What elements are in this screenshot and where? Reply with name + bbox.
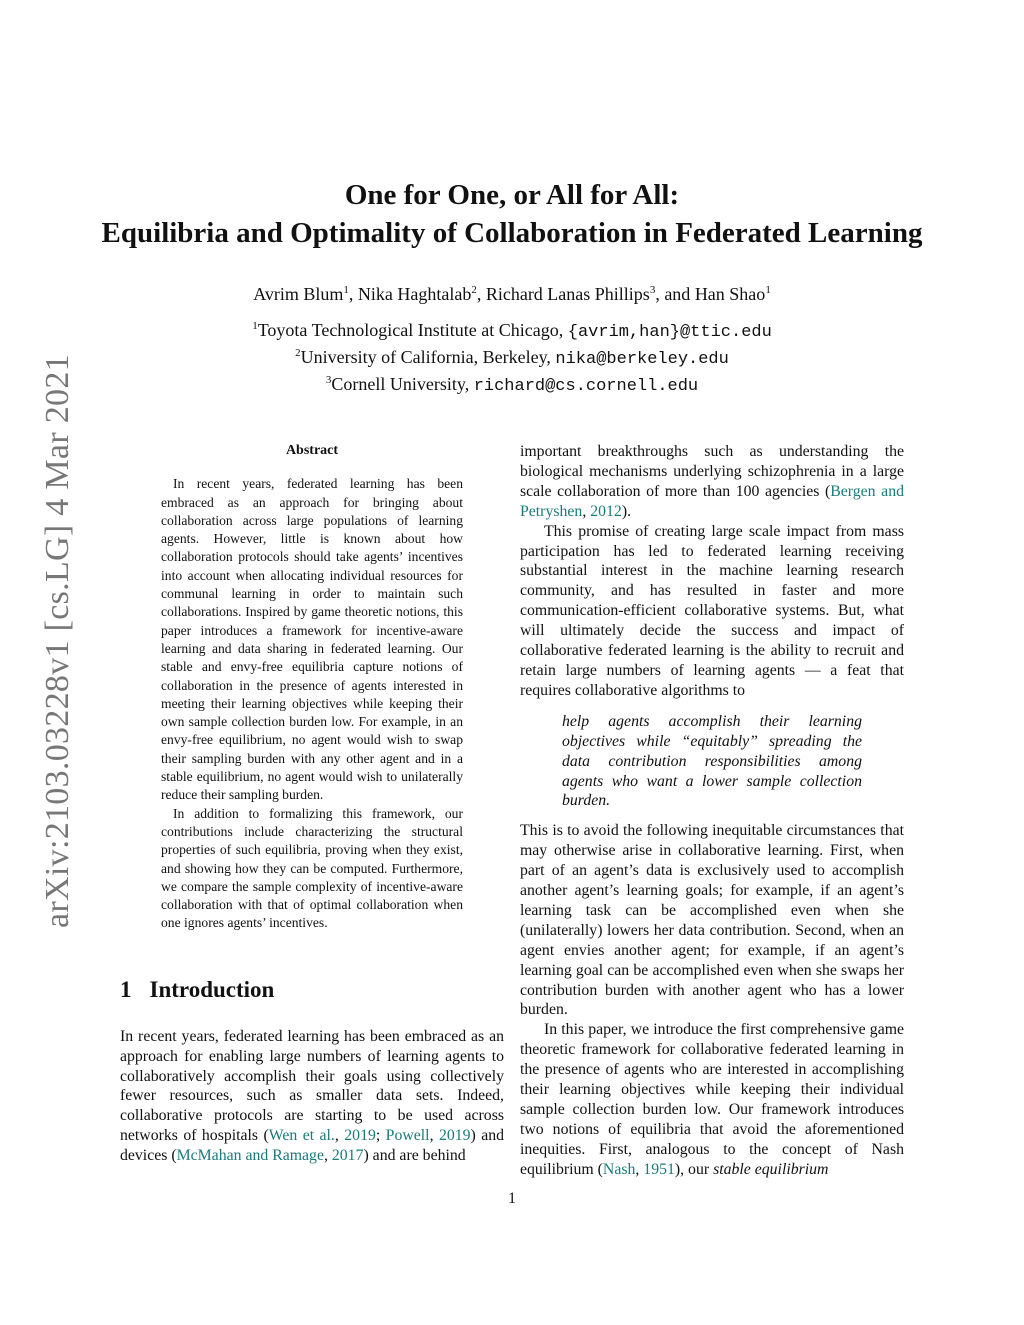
institution-name: Cornell University, bbox=[331, 374, 474, 394]
abstract-section bbox=[161, 442, 463, 933]
arxiv-identifier-stamp: arXiv:2103.03228v1 [cs.LG] 4 Mar 2021 bbox=[39, 354, 76, 928]
affiliation-line: $^2$University of California, Berkeley, nika@berkeley.edu bbox=[295, 347, 729, 369]
body-paragraph: important breakthroughs such as understanding the biological mechanisms underlying schizophrenia in a large scale collaboration of more than 100 agencies (Bergen and Petryshen, 2012). bbox=[520, 443, 904, 520]
page-number: 1 bbox=[508, 1190, 516, 1207]
affiliation-line: $^1$Toyota Technological Institute at Chicago, {avrim,han}@ttic.edu bbox=[252, 320, 772, 342]
email-address[interactable]: richard@cs.cornell.edu bbox=[473, 377, 699, 396]
affiliation-marker: 3 bbox=[649, 284, 656, 296]
affiliation-line: $^3$Cornell University, richard@cs.cornell.edu bbox=[325, 374, 699, 396]
emphasized-term: stable equilibrium bbox=[713, 1160, 829, 1178]
paper-title-line-1: One for One, or All for All: bbox=[344, 179, 680, 211]
author-name: Avrim Blum bbox=[253, 284, 344, 304]
body-paragraph: This promise of creating large scale impact from mass participation has led to federated learning receiving substantial interest in the machine learning research community, and has resulted in faster and more communication-efficient collaborative systems. But, what will ultimately decide the success and impact of collaborative federated learning is the ability to recruit and retain large numbers of learning agents — a feat that requires collaborative algorithms to bbox=[520, 522, 904, 699]
affiliation-marker: 1 bbox=[765, 284, 771, 296]
email-address[interactable]: nika@berkeley.edu bbox=[555, 350, 729, 369]
author-list: Avrim Blum$^1$, Nika Haghtalab$^2$, Richard Lanas Phillips$^3$, and Han Shao$^1$ bbox=[253, 284, 771, 304]
citation-year-link[interactable]: 1951 bbox=[643, 1160, 675, 1178]
citation-link[interactable]: Powell bbox=[385, 1127, 430, 1145]
body-paragraph: This is to avoid the following inequitable circumstances that may otherwise arise in collaborative learning. First, when part of an agent’s data is exclusively used to accomplish another agent’s learning goals; for example, if an agent’s learning task can be accomplished even when she (unilaterally) lowers her data contribution. Second, when an agent envies another agent; for example, if an agent’s learning goal can be accomplished even when she swaps her contribution burden with another agent who has a lower burden. bbox=[520, 822, 904, 1019]
citation-link[interactable]: Nash bbox=[602, 1160, 636, 1178]
citation-link[interactable]: Bergen and Petryshen bbox=[520, 482, 904, 520]
section-heading-introduction bbox=[120, 977, 504, 1003]
abstract-paragraph: In recent years, federated learning has been embraced as an approach for bringing about collaboration across large populations of learning agents. However, little is known about how collaboration protocols should take agents’ incentives into account when allocating individual resources for communal learning in order to maintain such collaborations. Inspired by game theoretic notions, this paper introduces a framework for incentive-aware learning and data sharing in federated learning. Our stable and envy-free equilibria capture notions of collaboration in the presence of agents interested in meeting their learning objectives while keeping their own sample collection burden low. For example, in an envy-free equilibrium, no agent would wish to swap their sampling burden with any other agent and in a stable equilibrium, no agent would wish to unilaterally reduce their sampling burden. bbox=[161, 476, 463, 803]
institution-name: Toyota Technological Institute at Chicago, bbox=[257, 320, 568, 340]
citation-year-link[interactable]: 2012 bbox=[590, 502, 622, 520]
email-address[interactable]: {avrim,han}@ttic.edu bbox=[567, 323, 772, 342]
paper-header bbox=[100, 176, 924, 399]
left-column bbox=[120, 442, 504, 1166]
abstract-heading: Abstract bbox=[285, 443, 339, 458]
citation-year-link[interactable]: 2019 bbox=[438, 1127, 471, 1145]
section-title: Introduction bbox=[149, 976, 275, 1002]
affiliation-list bbox=[100, 318, 924, 399]
institution-name: University of California, Berkeley, bbox=[300, 347, 556, 367]
paper-title-line-2: Equilibria and Optimality of Collaboration in Federated Learning bbox=[101, 217, 923, 249]
citation-year-link[interactable]: 2019 bbox=[344, 1127, 376, 1145]
intro-paragraph: In recent years, federated learning has been embraced as an approach for enabling large numbers of learning agents to collaboratively accomplish their goals using collectively fewer resources, such as smaller data sets. Indeed, collaborative protocols are starting to be used across networks of hospitals (Wen et al., 2019; Powell, 2019) and devices (McMahan and Ramage, 2017) and are behind bbox=[120, 1027, 505, 1165]
block-quote: help agents accomplish their learning objectives while “equitably” spreading the data contribution responsibilities among agents who want a lower sample collection burden. bbox=[562, 712, 862, 810]
affiliation-marker: 1 bbox=[343, 284, 349, 296]
right-column bbox=[520, 442, 904, 1180]
author-name: Han Shao bbox=[694, 284, 766, 304]
citation-year-link[interactable]: 2017 bbox=[331, 1147, 364, 1165]
affiliation-marker: 2 bbox=[471, 284, 477, 296]
citation-link[interactable]: McMahan and Ramage bbox=[176, 1147, 324, 1165]
body-paragraph: In this paper, we introduce the first comprehensive game theoretic framework for collaborative federated learning in the presence of agents who are interested in accomplishing their learning objectives while keeping their individual sample collection burden low. Our framework introduces two notions of equilibria that avoid the aforementioned inequities. First, analogous to the concept of Nash equilibrium (Nash, 1951), our stable equilibrium bbox=[520, 1021, 904, 1178]
citation-link[interactable]: Wen et al. bbox=[268, 1127, 335, 1145]
section-number: 1 bbox=[120, 976, 132, 1002]
author-name: Nika Haghtalab bbox=[357, 284, 472, 304]
abstract-paragraph: In addition to formalizing this framework, our contributions include characterizing the structural properties of such equilibria, proving when they exist, and showing how they can be computed. Furthermore, we compare the sample complexity of incentive-aware collaboration with that of optimal collaboration when one ignores agents’ incentives. bbox=[161, 805, 463, 931]
author-name: Richard Lanas Phillips bbox=[485, 284, 650, 304]
